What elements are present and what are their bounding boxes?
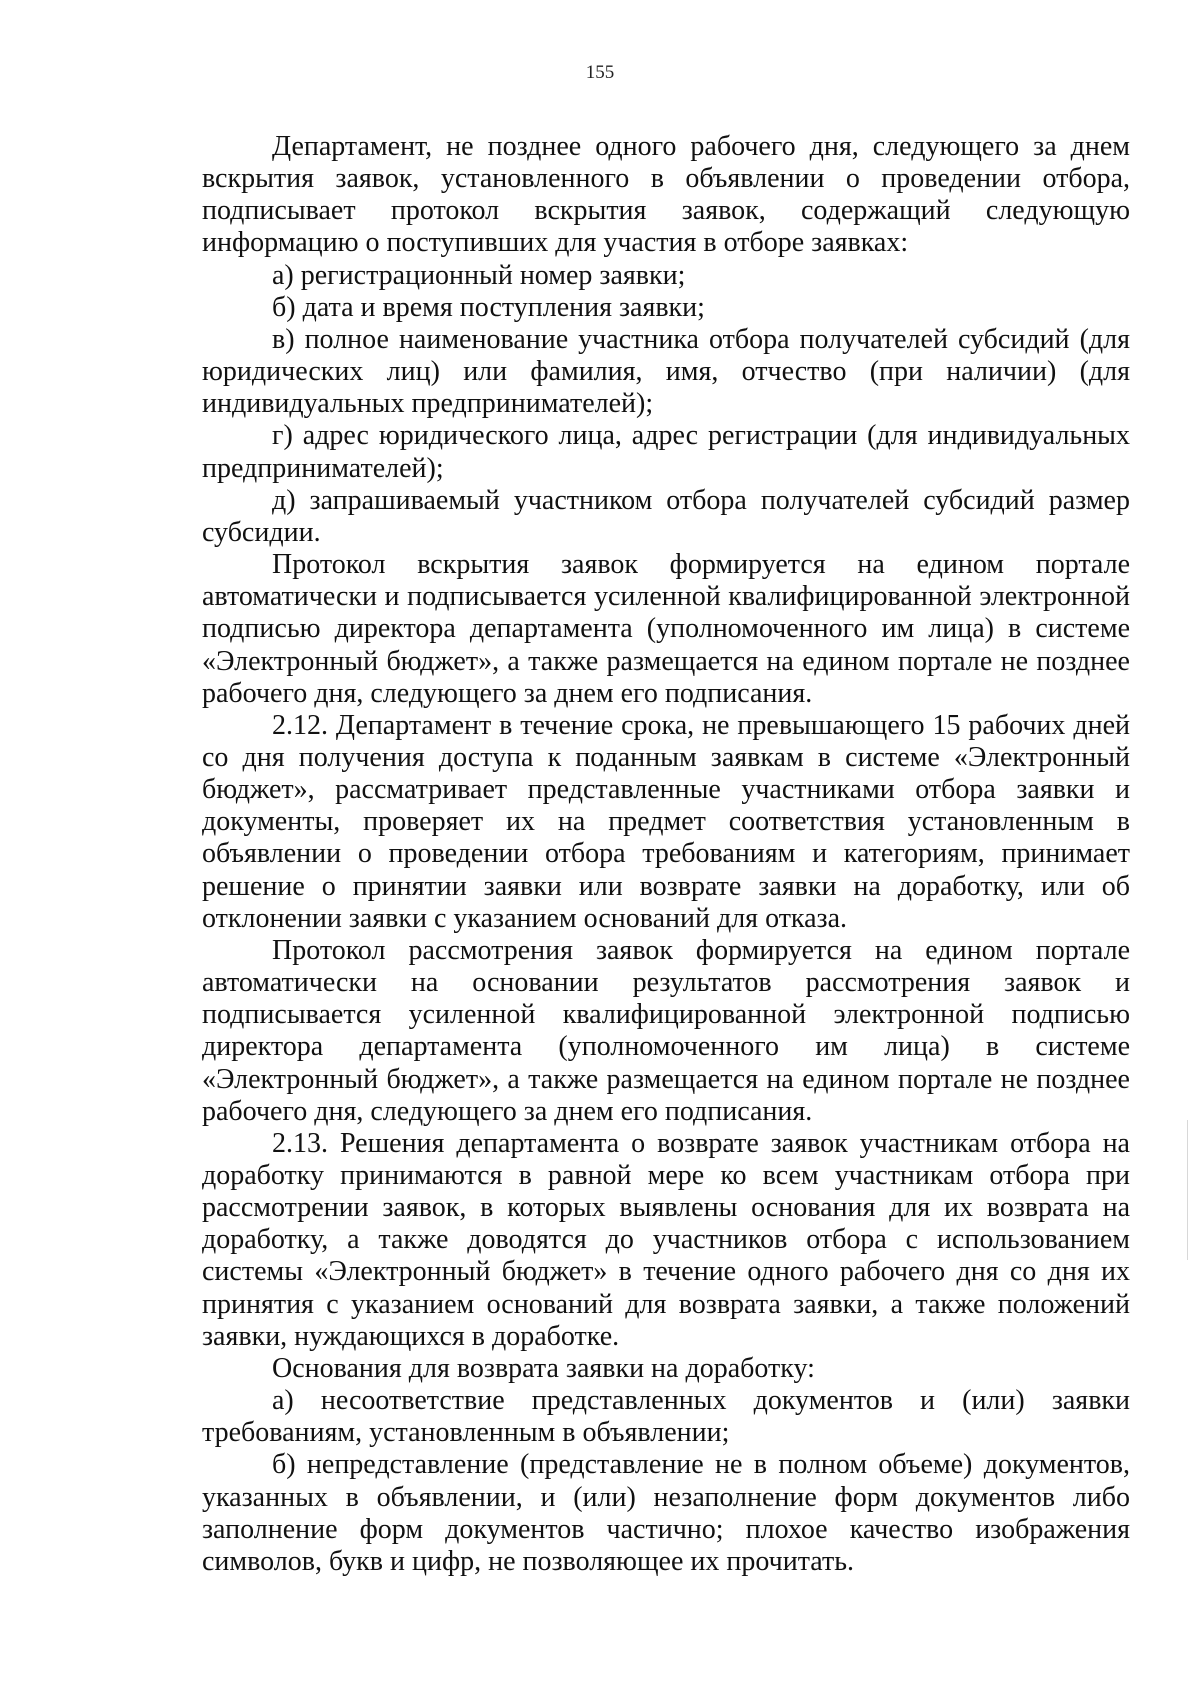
paragraph-protocol-intro: Департамент, не позднее одного рабочего дня, следующего за днем вскрытия заявок, установленного в объявлении о проведении отбора, подписывает протокол вскрытия заявок, содержащий следующую информацию о поступивших для участия в отборе заявках: (202, 131, 1130, 259)
paragraph-section-2-13: 2.13. Решения департамента о возврате заявок участникам отбора на доработку принимаются в равной мере ко всем участникам отбора при рассмотрении заявок, в которых выявлены основания для их возврата на доработку, а также доводятся до участников отбора с использованием системы «Электронный бюджет» в течение одного рабочего дня со дня их принятия с указанием оснований для возврата заявки, а также положений заявки, нуждающихся в доработке. (202, 1127, 1130, 1352)
list-item-b-date-time: б) дата и время поступления заявки; (272, 291, 705, 323)
list-item-b-nonsubmission: б) непредставление (представление не в полном объеме) документов, указанных в объявлении, и (или) незаполнение форм документов либо заполнение форм документов частично; плохое качество изображения символов, букв и цифр, не позволяющее их прочитать. (202, 1449, 1130, 1577)
paragraph-review-protocol: Протокол рассмотрения заявок формируется на едином портале автоматически на основании результатов рассмотрения заявок и подписывается усиленной квалифицированной электронной подписью директора департамента (уполномоченного им лица) в системе «Электронный бюджет», а также размещается на едином портале не позднее рабочего дня, следующего за днем его подписания. (202, 934, 1130, 1127)
list-item-g-address: г) адрес юридического лица, адрес регистрации (для индивидуальных предпринимателей); (202, 420, 1130, 484)
paragraph-section-2-12: 2.12. Департамент в течение срока, не превышающего 15 рабочих дней со дня получения доступа к поданным заявкам в системе «Электронный бюджет», рассматривает представленные участниками отбора заявки и документы, проверяет их на предмет соответствия установленным в объявлении о проведении отбора требованиям и категориям, принимает решение о принятии заявки или возврате заявки на доработку, или об отклонении заявки с указанием оснований для отказа. (202, 709, 1130, 934)
list-item-v-full-name: в) полное наименование участника отбора получателей субсидий (для юридических лиц) или фамилия, имя, отчество (при наличии) (для индивидуальных предпринимателей); (202, 323, 1130, 420)
paragraph-opening-protocol: Протокол вскрытия заявок формируется на едином портале автоматически и подписывается усиленной квалифицированной электронной подписью директора департамента (уполномоченного им лица) в системе «Электронный бюджет», а также размещается на едином портале не позднее рабочего дня, следующего за днем его подписания. (202, 549, 1130, 709)
document-body (202, 131, 1130, 1578)
list-item-d-subsidy-amount: д) запрашиваемый участником отбора получателей субсидий размер субсидии. (202, 484, 1130, 548)
page-number: 155 (585, 62, 615, 83)
scan-edge-mark (1187, 1120, 1188, 1260)
list-item-a-nonconformity: а) несоответствие представленных документов и (или) заявки требованиям, установленным в объявлении; (202, 1385, 1130, 1449)
paragraph-return-grounds-heading: Основания для возврата заявки на доработку: (272, 1352, 815, 1384)
list-item-a-registration-number: а) регистрационный номер заявки; (272, 259, 686, 291)
